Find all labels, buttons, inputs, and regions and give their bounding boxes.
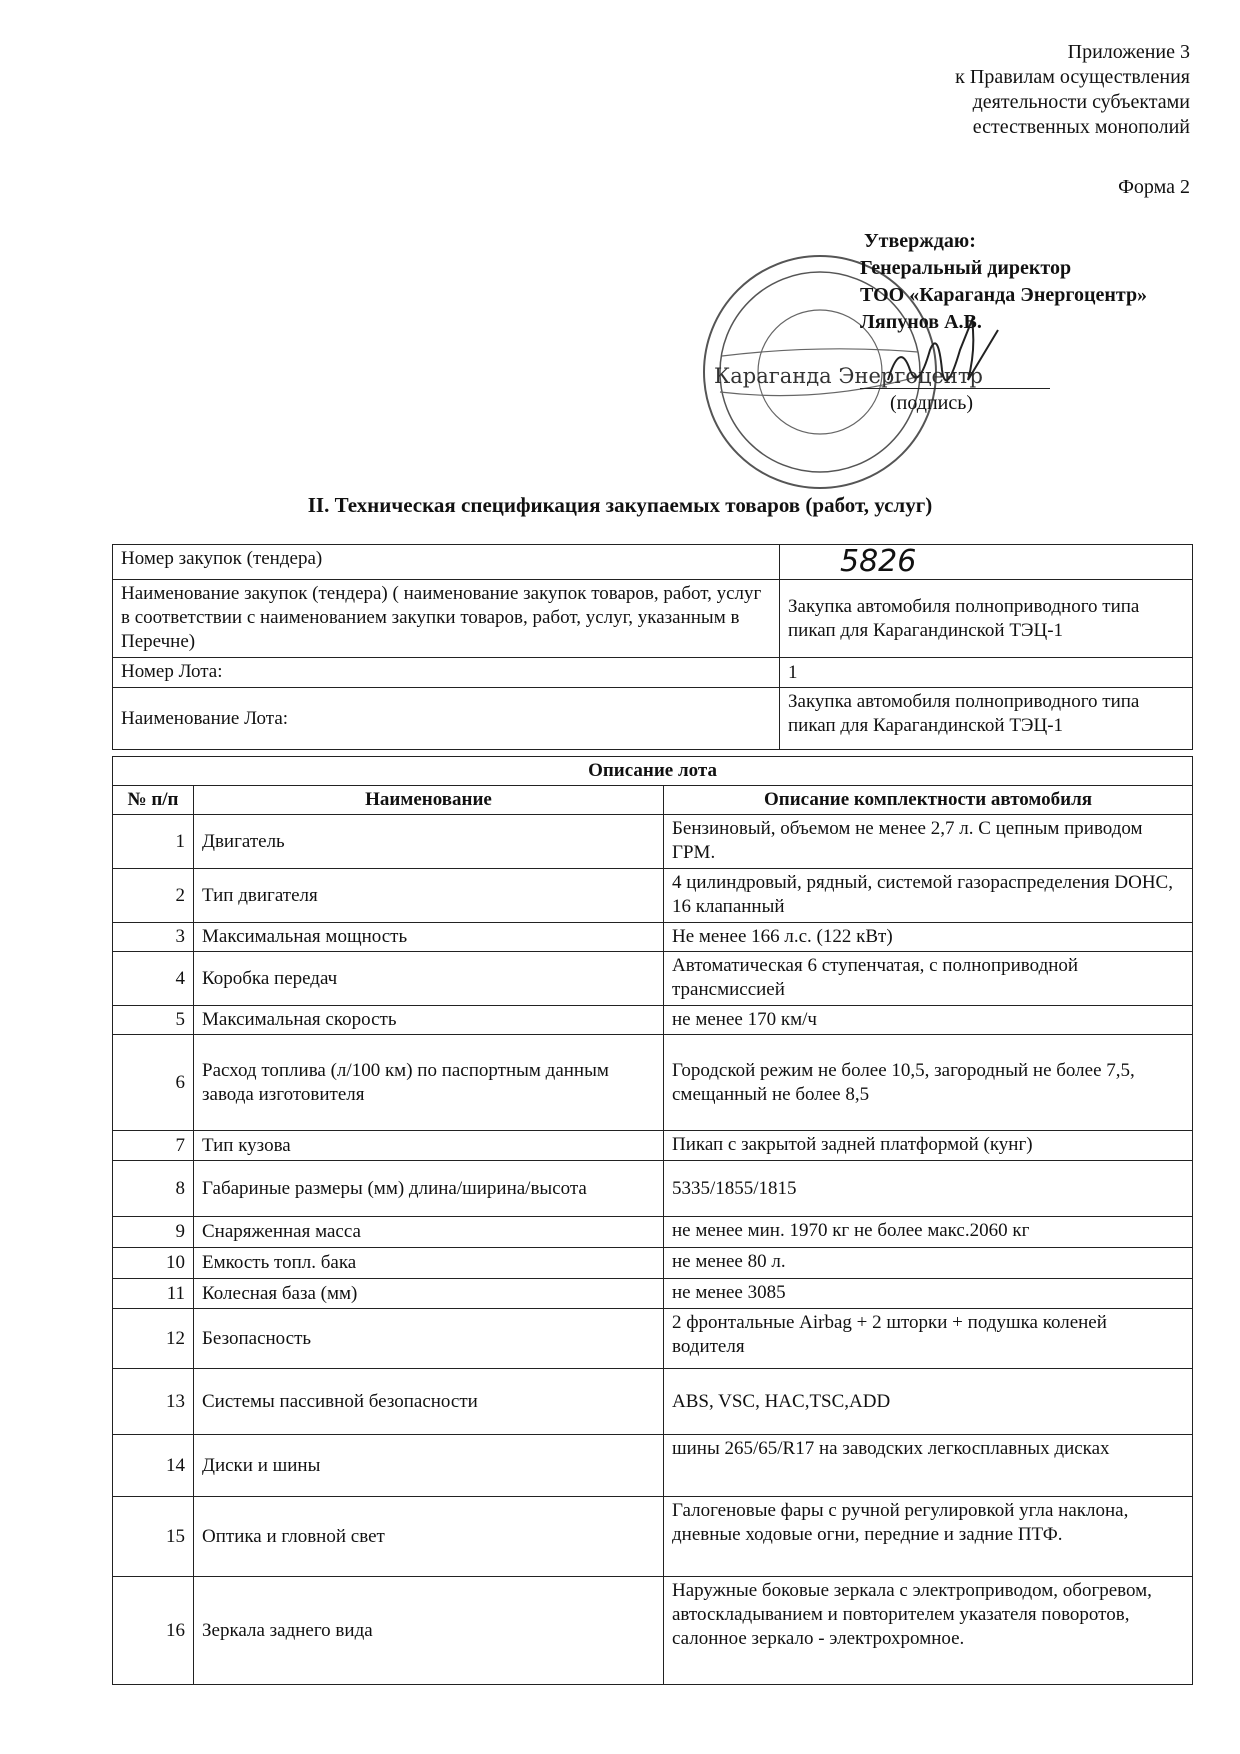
table-row — [113, 952, 1193, 1006]
row-name: Диски и шины — [194, 1435, 664, 1497]
table-row — [113, 1497, 1193, 1577]
row-description: не менее 170 км/ч — [664, 1006, 1193, 1035]
table-row — [113, 1035, 1193, 1131]
form-label: Форма 2 — [1118, 176, 1190, 198]
signature-caption: (подпись) — [890, 392, 974, 414]
appendix-line: Приложение 3 — [1067, 41, 1190, 63]
row-number: 9 — [113, 1217, 194, 1248]
row-number: 3 — [113, 923, 194, 952]
row-name: Тип двигателя — [194, 869, 664, 923]
row-number: 1 — [113, 815, 194, 869]
row-number: 7 — [113, 1131, 194, 1161]
row-number: 6 — [113, 1035, 194, 1131]
row-description: не менее мин. 1970 кг не более макс.2060 кг — [664, 1217, 1193, 1248]
lot-name-value: Закупка автомобиля полноприводного типа пикап для Карагандинской ТЭЦ-1 — [780, 688, 1193, 750]
stamp-text: Караганда Энергоцентр — [714, 364, 983, 388]
row-description: 5335/1855/1815 — [664, 1161, 1193, 1217]
row-number: 5 — [113, 1006, 194, 1035]
appendix-reference — [955, 40, 1190, 140]
table-row — [113, 1369, 1193, 1435]
approval-block — [860, 228, 1148, 414]
row-name: Емкость топл. бака — [194, 1248, 664, 1279]
row-number: 11 — [113, 1279, 194, 1309]
approval-heading: Утверждаю: — [864, 230, 976, 252]
document-title: II. Техническая спецификация закупаемых товаров (работ, услуг) — [307, 493, 933, 517]
lot-number-value: 1 — [780, 658, 1193, 688]
row-description: не менее 80 л. — [664, 1248, 1193, 1279]
column-header-number: № п/п — [113, 786, 194, 815]
column-header-name: Наименование — [194, 786, 664, 815]
approver-name: Ляпунов А.В. — [860, 311, 982, 333]
row-description: Бензиновый, объемом не менее 2,7 л. С цепным приводом ГРМ. — [664, 815, 1193, 869]
tender-info-table — [112, 544, 1193, 750]
table-row — [113, 1161, 1193, 1217]
appendix-line: деятельности субъектами — [972, 91, 1190, 113]
tender-number-value: 5826 — [780, 545, 1193, 580]
row-description: 2 фронтальные Airbag + 2 шторки + подушка коленей водителя — [664, 1309, 1193, 1369]
row-name: Габариные размеры (мм) длина/ширина/высота — [194, 1161, 664, 1217]
table-row — [113, 1309, 1193, 1369]
tender-number-label: Номер закупок (тендера) — [113, 545, 780, 580]
row-name: Колесная база (мм) — [194, 1279, 664, 1309]
table-row — [113, 757, 1193, 786]
table-row — [113, 815, 1193, 869]
row-name: Зеркала заднего вида — [194, 1577, 664, 1685]
lot-description-table — [112, 756, 1193, 1685]
table-row — [113, 658, 1193, 688]
row-number: 13 — [113, 1369, 194, 1435]
table-row — [113, 1217, 1193, 1248]
row-name: Безопасность — [194, 1309, 664, 1369]
row-description: Пикап с закрытой задней платформой (кунг) — [664, 1131, 1193, 1161]
approver-company: ТОО «Караганда Энергоцентр» — [860, 284, 1148, 306]
tender-name-label: Наименование закупок (тендера) ( наименование закупок товаров, работ, услуг в соответствии с наименованием закупки товаров, работ, услуг, указанным в Перечне) — [113, 580, 780, 658]
table-row — [113, 580, 1193, 658]
appendix-line: естественных монополий — [972, 116, 1190, 138]
row-name: Максимальная скорость — [194, 1006, 664, 1035]
row-number: 8 — [113, 1161, 194, 1217]
row-number: 16 — [113, 1577, 194, 1685]
appendix-line: к Правилам осуществления — [955, 66, 1190, 88]
row-number: 14 — [113, 1435, 194, 1497]
row-name: Коробка передач — [194, 952, 664, 1006]
table-row — [113, 923, 1193, 952]
row-name: Системы пассивной безопасности — [194, 1369, 664, 1435]
row-number: 4 — [113, 952, 194, 1006]
table-row — [113, 1248, 1193, 1279]
approver-position: Генеральный директор — [860, 257, 1072, 279]
table-row — [113, 1435, 1193, 1497]
table-row — [113, 1006, 1193, 1035]
row-name: Снаряженная масса — [194, 1217, 664, 1248]
lot-number-label: Номер Лота: — [113, 658, 780, 688]
row-description: 4 цилиндровый, рядный, системой газораспределения DOHC, 16 клапанный — [664, 869, 1193, 923]
row-description: шины 265/65/R17 на заводских легкосплавных дисках — [664, 1435, 1193, 1497]
signature-line — [860, 388, 1050, 389]
row-name: Тип кузова — [194, 1131, 664, 1161]
table-header-row — [113, 786, 1193, 815]
lot-caption: Описание лота — [113, 757, 1193, 786]
row-description: Не менее 166 л.с. (122 кВт) — [664, 923, 1193, 952]
table-row — [113, 688, 1193, 750]
row-number: 10 — [113, 1248, 194, 1279]
row-description: Наружные боковые зеркала с электроприводом, обогревом, автоскладыванием и повторителем указателя поворотов, салонное зеркало - электрохромное. — [664, 1577, 1193, 1685]
row-description: Галогеновые фары с ручной регулировкой угла наклона, дневные ходовые огни, передние и задние ПТФ. — [664, 1497, 1193, 1577]
row-name: Двигатель — [194, 815, 664, 869]
row-number: 15 — [113, 1497, 194, 1577]
row-description: не менее 3085 — [664, 1279, 1193, 1309]
lot-name-label: Наименование Лота: — [113, 688, 780, 750]
tender-name-value: Закупка автомобиля полноприводного типа пикап для Карагандинской ТЭЦ-1 — [780, 580, 1193, 658]
row-description: ABS, VSC, HAC,TSC,ADD — [664, 1369, 1193, 1435]
column-header-description: Описание комплектности автомобиля — [664, 786, 1193, 815]
row-number: 12 — [113, 1309, 194, 1369]
table-row — [113, 545, 1193, 580]
row-name: Оптика и гловной свет — [194, 1497, 664, 1577]
table-row — [113, 1577, 1193, 1685]
row-name: Максимальная мощность — [194, 923, 664, 952]
table-row — [113, 869, 1193, 923]
table-row — [113, 1131, 1193, 1161]
row-description: Городской режим не более 10,5, загородный не более 7,5, смещанный не более 8,5 — [664, 1035, 1193, 1131]
table-row — [113, 1279, 1193, 1309]
row-description: Автоматическая 6 ступенчатая, с полноприводной трансмиссией — [664, 952, 1193, 1006]
row-name: Расход топлива (л/100 км) по паспортным данным завода изготовителя — [194, 1035, 664, 1131]
row-number: 2 — [113, 869, 194, 923]
